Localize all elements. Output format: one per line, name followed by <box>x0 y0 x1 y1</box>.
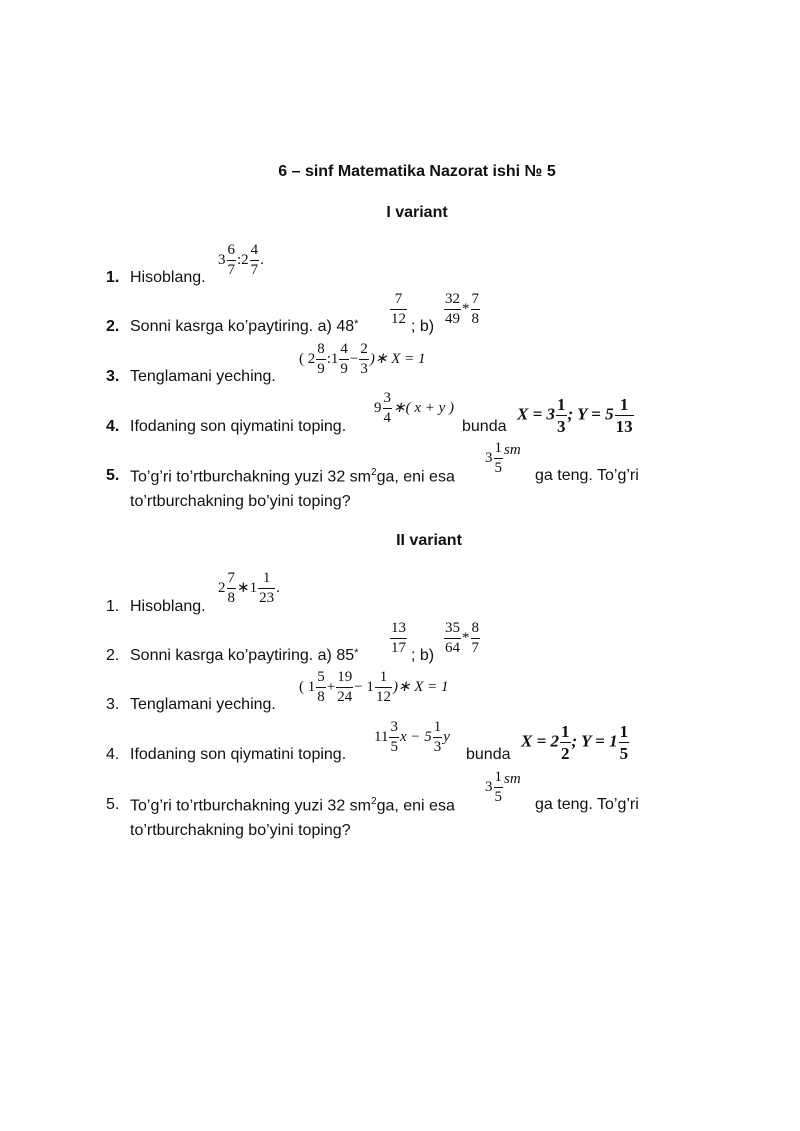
math-expression: 9 $\frac{3}{4}$ ∗( x + y ) <box>374 390 454 426</box>
math-equation: ( 1 $\frac{5}{8}$ + $\frac{19}{24}$ − 1 $\frac{1}{12}$ )∗ X = 1 <box>299 669 449 705</box>
page-title: 6 – sinf Matematika Nazorat ishi № 5 <box>278 163 556 180</box>
item-text-line2: to’rtburchakning bo’yini toping? <box>130 493 351 510</box>
bunda-label: bunda <box>466 746 511 763</box>
bunda-label: bunda <box>462 418 507 435</box>
item-number: 2. <box>106 318 120 335</box>
item-text: Hisoblang. <box>130 269 206 286</box>
item-text: Ifodaning son qiymatini toping. <box>130 746 347 763</box>
math-expression: 3 $\frac{6}{7}$ :2 $\frac{4}{7}$ . <box>218 242 264 278</box>
item-text: Tenglamani yeching. <box>130 696 276 713</box>
item-text-tail: ga teng. To’g’ri <box>535 467 639 484</box>
item-text-mid: ; b) <box>411 647 435 664</box>
math-expression: 3 $\frac{1}{5}$ sm <box>485 769 521 805</box>
math-fraction-a: $\frac{7}{12}$ <box>391 291 406 327</box>
item-text: To’g’ri to’rtburchakning yuzi 32 $sm^2ga$, eni esa <box>130 467 455 486</box>
item-text-mid: ; b) <box>411 318 435 335</box>
item-text: Sonni kasrga ko’paytiring. a) 48* <box>130 318 359 335</box>
item-text-tail: ga teng. To’g’ri <box>535 796 639 813</box>
item-number: 1. <box>106 269 120 286</box>
item-text: To’g’ri to’rtburchakning yuzi 32 $sm^2ga$, eni esa <box>130 796 455 815</box>
math-expression-b: $\frac{35}{64}$ * $\frac{8}{7}$ <box>445 620 479 656</box>
variant-heading: I variant <box>386 204 448 221</box>
math-expression-b: $\frac{32}{49}$ * $\frac{7}{8}$ <box>445 291 479 327</box>
item-text-line2: to’rtburchakning bo’yini toping? <box>130 822 351 839</box>
item-text: Sonni kasrga ko’paytiring. a) 85* <box>130 647 359 664</box>
math-condition: X = 2 $\frac{1}{2}$ ; Y = 1 $\frac{1}{5}$ <box>521 722 629 763</box>
item-number: 2. <box>106 647 120 664</box>
item-number: 4. <box>106 746 120 763</box>
item-text: Ifodaning son qiymatini toping. <box>130 418 347 435</box>
item-number: 4. <box>106 418 120 435</box>
item-number: 1. <box>106 598 120 615</box>
math-expression: 3 $\frac{1}{5}$ sm <box>485 440 521 476</box>
item-number: 3. <box>106 696 120 713</box>
item-number: 5. <box>106 467 120 484</box>
math-equation: ( 2 $\frac{8}{9}$ :1 $\frac{4}{9}$ − $\frac{2}{3}$ )∗ X = 1 <box>299 341 426 377</box>
item-text: Hisoblang. <box>130 598 206 615</box>
item-number: 5. <box>106 796 120 813</box>
math-fraction-a: $\frac{13}{17}$ <box>391 620 406 656</box>
math-expression: 11 $\frac{3}{5}$ x − 5 $\frac{1}{3}$ y <box>374 719 450 755</box>
variant-heading: II variant <box>396 532 462 549</box>
item-text: Tenglamani yeching. <box>130 368 276 385</box>
item-number: 3. <box>106 368 120 385</box>
math-condition: X = 3 $\frac{1}{3}$ ; Y = 5 $\frac{1}{13}$ <box>517 395 633 436</box>
math-expression: 2 $\frac{7}{8}$ ∗1 $\frac{1}{23}$ . <box>218 570 280 606</box>
